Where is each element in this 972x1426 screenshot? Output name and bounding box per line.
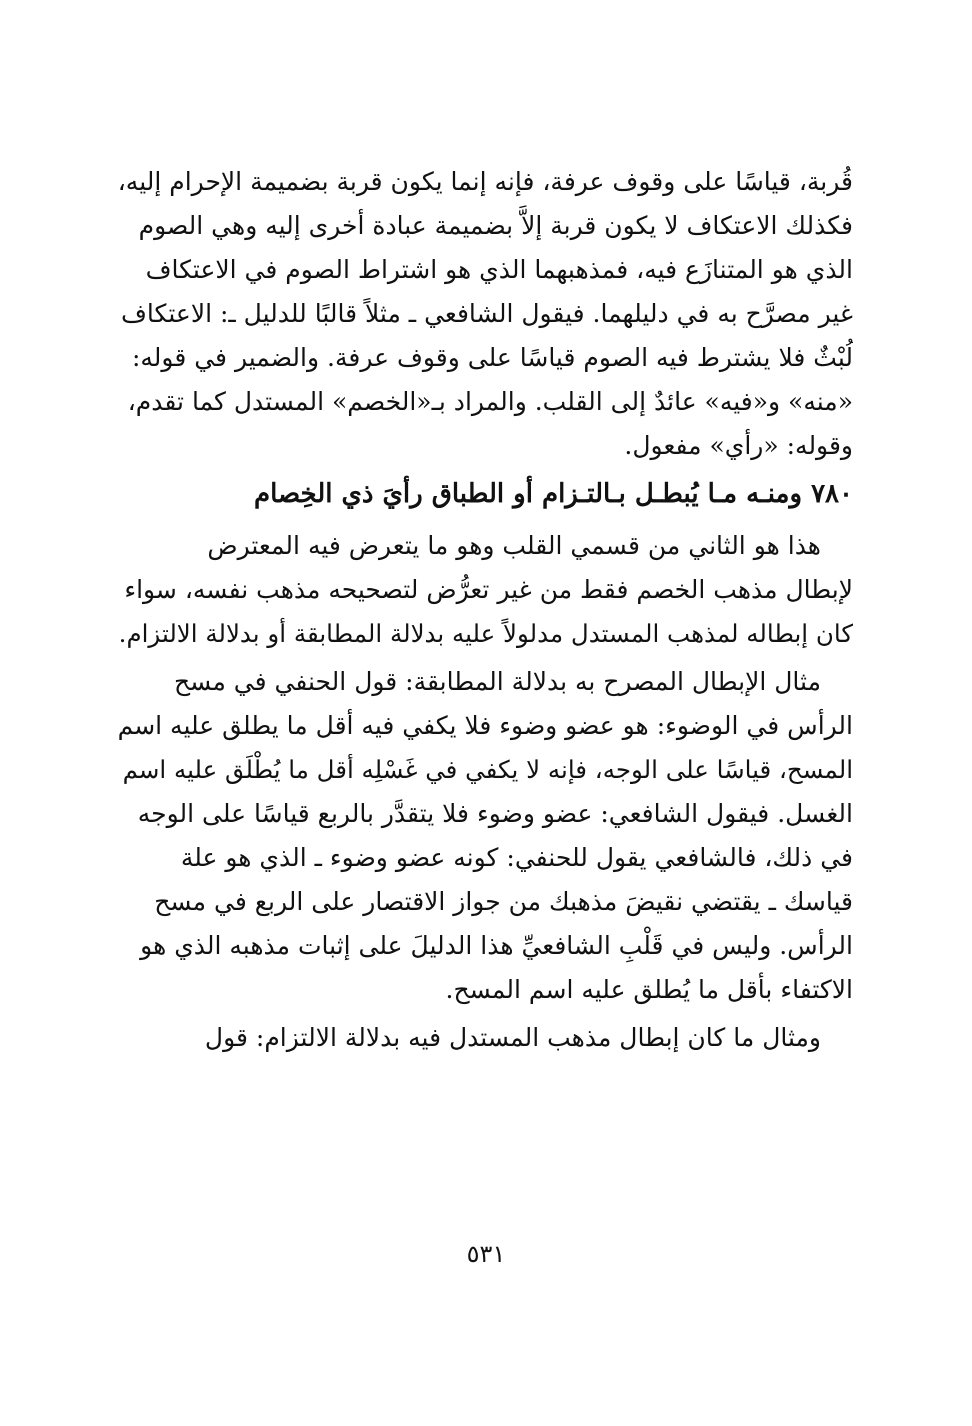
text-line-18: الرأس. وليس في قَلْبِ الشافعيِّ هذا الدليلَ على إثبات مذهبه الذي هو [140,931,853,960]
text-line-17: قياسك ـ يقتضي نقيضَ مذهبك من جواز الاقتصار على الربع في مسح [154,887,853,916]
text-line-2: فكذلك الاعتكاف لا يكون قربة إلاَّ بضميمة عبادة أخرى إليه وهي الصوم [138,211,853,240]
text-line-9: هذا هو الثاني من قسمي القلب وهو ما يتعرض فيه المعترض [207,531,821,560]
verse-heading: ٧٨٠ ومنـه مـا يُبطـل بـالتـزام أو الطباق رأيَ ذي الخِصام [253,479,853,509]
text-line-4: غير مصرَّح به في دليلهما. فيقول الشافعي ـ مثلاً قالبًا للدليل ـ: الاعتكاف [121,299,853,328]
page-number: ٥٣١ [466,1240,506,1268]
text-line-1: قُربة، قياسًا على وقوف عرفة، فإنه إنما يكون قربة بضميمة الإحرام إليه، [118,167,853,196]
text-line-11: كان إبطاله لمذهب المستدل مدلولاً عليه بدلالة المطابقة أو بدلالة الالتزام. [118,619,853,648]
text-line-14: المسح، قياسًا على الوجه، فإنه لا يكفي في غَسْلِه أقل ما يُطْلَق عليه اسم [122,755,853,784]
text-line-10: لإبطال مذهب الخصم فقط من غير تعرُّض لتصحيحه مذهب نفسه، سواء [124,575,853,604]
text-line-3: الذي هو المتنازَع فيه، فمذهبهما الذي هو اشتراط الصوم في الاعتكاف [145,255,853,284]
text-line-12: مثال الإبطال المصرح به بدلالة المطابقة: قول الحنفي في مسح [174,667,821,696]
text-line-16: في ذلك، فالشافعي يقول للحنفي: كونه عضو وضوء ـ الذي هو علة [180,843,853,872]
text-line-19: الاكتفاء بأقل ما يُطلق عليه اسم المسح. [445,975,853,1004]
text-line-7: وقوله: «رأي» مفعول. [624,431,853,460]
text-line-6: «منه» و«فيه» عائدٌ إلى القلب. والمراد بـ«الخصم» المستدل كما تقدم، [127,387,853,416]
text-line-20: ومثال ما كان إبطال مذهب المستدل فيه بدلالة الالتزام: قول [204,1023,821,1052]
text-line-13: الرأس في الوضوء: هو عضو وضوء فلا يكفي فيه أقل ما يطلق عليه اسم [118,711,853,740]
text-line-5: لُبْثٌ فلا يشترط فيه الصوم قياسًا على وقوف عرفة. والضمير في قوله: [131,343,853,372]
text-line-15: الغسل. فيقول الشافعي: عضو وضوء فلا يتقدَّر بالربع قياسًا على الوجه [137,799,853,828]
